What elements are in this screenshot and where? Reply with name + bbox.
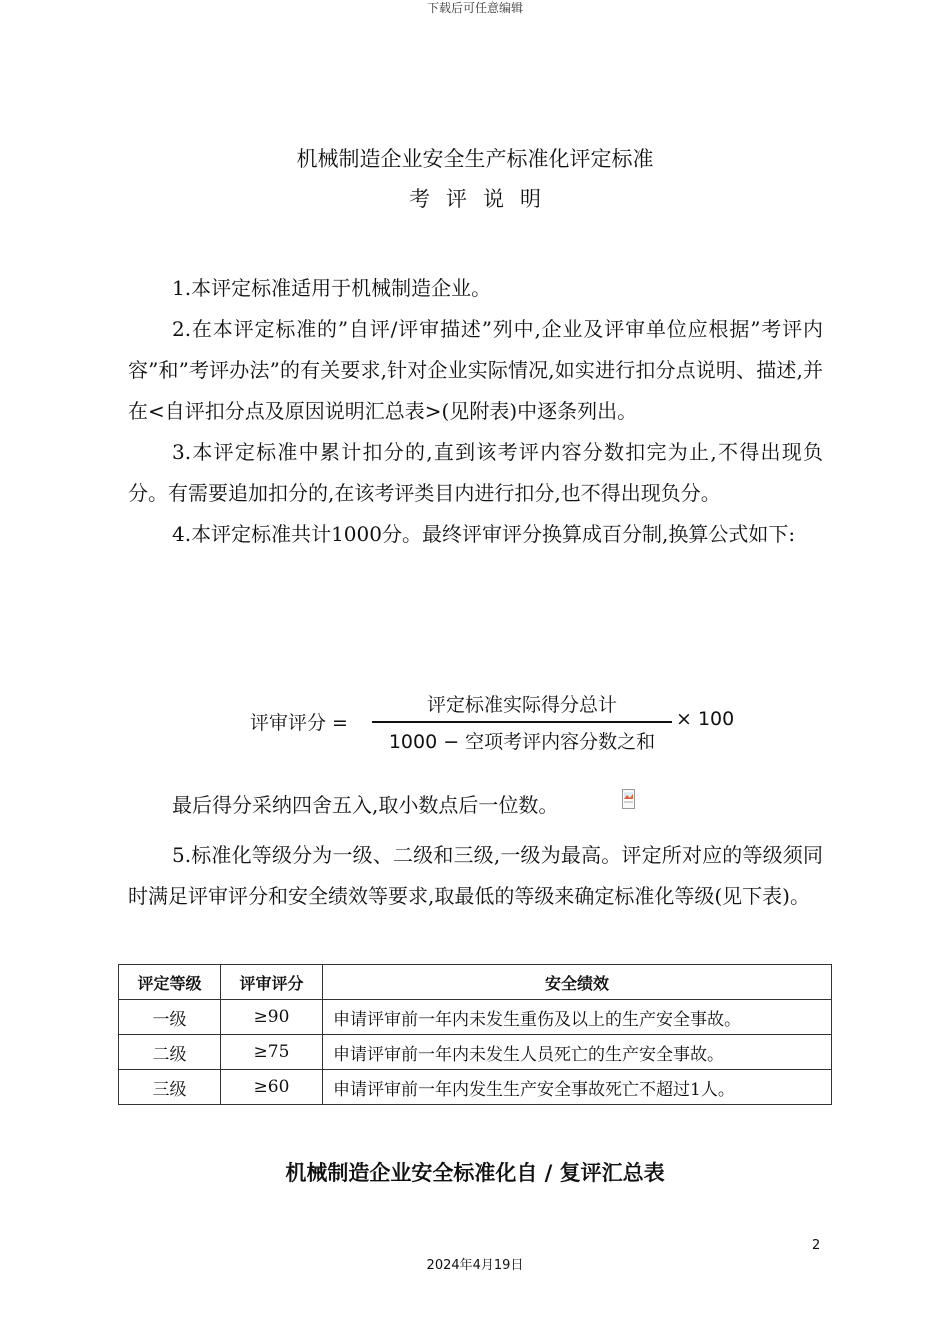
document-subtitle: 考评说明 [409, 187, 557, 211]
summary-table-title: 机械制造企业安全标准化自 / 复评汇总表 [285, 1161, 665, 1185]
grade-cell: 二级 [119, 1035, 221, 1070]
paragraph-5: 5.标准化等级分为一级、二级和三级,一级为最高。评定所对应的等级须同时满足评审评分和安全绩效等要求,取最低的等级来确定标准化等级(见下表)。 [128, 843, 823, 908]
header-grade: 评定等级 [119, 965, 221, 1000]
header-note: 下载后可任意编辑 [426, 1, 523, 15]
rounding-note: 最后得分采纳四舍五入,取小数点后一位数。 [172, 793, 559, 817]
grade-cell: 一级 [119, 1000, 221, 1035]
table-row [119, 1035, 832, 1070]
paragraph-1: 1.本评定标准适用于机械制造企业。 [172, 276, 492, 300]
formula-rhs: × 100 [676, 708, 735, 730]
table-row [119, 1000, 832, 1035]
document-title: 机械制造企业安全生产标准化评定标准 [296, 147, 654, 171]
performance-cell: 申请评审前一年内发生生产安全事故死亡不超过1人。 [323, 1070, 832, 1105]
header-score: 评审评分 [221, 965, 323, 1000]
instructions-body [128, 268, 823, 555]
paragraph-2: 2.在本评定标准的”自评/评审描述”列中,企业及评审单位应根据”考评内容”和”考评办法”的有关要求,针对企业实际情况,如实进行扣分点说明、描述,并在<自评扣分点及原因说明汇总表>(见附表)中逐条列出。 [128, 317, 823, 423]
grade-cell: 三级 [119, 1070, 221, 1105]
fraction-bar [372, 721, 672, 723]
score-cell: ≥75 [221, 1035, 323, 1070]
grade-description [128, 835, 823, 917]
page-number: 2 [812, 1238, 821, 1253]
paragraph-3: 3.本评定标准中累计扣分的,直到该考评内容分数扣完为止,不得出现负分。有需要追加扣分的,在该考评类目内进行扣分,也不得出现负分。 [128, 440, 823, 505]
performance-cell: 申请评审前一年内未发生重伤及以上的生产安全事故。 [323, 1000, 832, 1035]
score-cell: ≥60 [221, 1070, 323, 1105]
formula-denominator: 1000 − 空项考评内容分数之和 [388, 731, 656, 753]
table-header-row [119, 965, 832, 1000]
formula-numerator: 评定标准实际得分总计 [426, 694, 617, 716]
image-placeholder-icon [622, 789, 635, 809]
footer-date: 2024年4月19日 [426, 1258, 524, 1273]
score-cell: ≥90 [221, 1000, 323, 1035]
header-performance: 安全绩效 [323, 965, 832, 1000]
formula-lhs: 评审评分 = [250, 712, 348, 734]
grade-table [118, 964, 832, 1105]
table-row [119, 1070, 832, 1105]
score-formula [250, 690, 750, 756]
performance-cell: 申请评审前一年内未发生人员死亡的生产安全事故。 [323, 1035, 832, 1070]
paragraph-4: 4.本评定标准共计1000分。最终评审评分换算成百分制,换算公式如下: [172, 522, 796, 546]
